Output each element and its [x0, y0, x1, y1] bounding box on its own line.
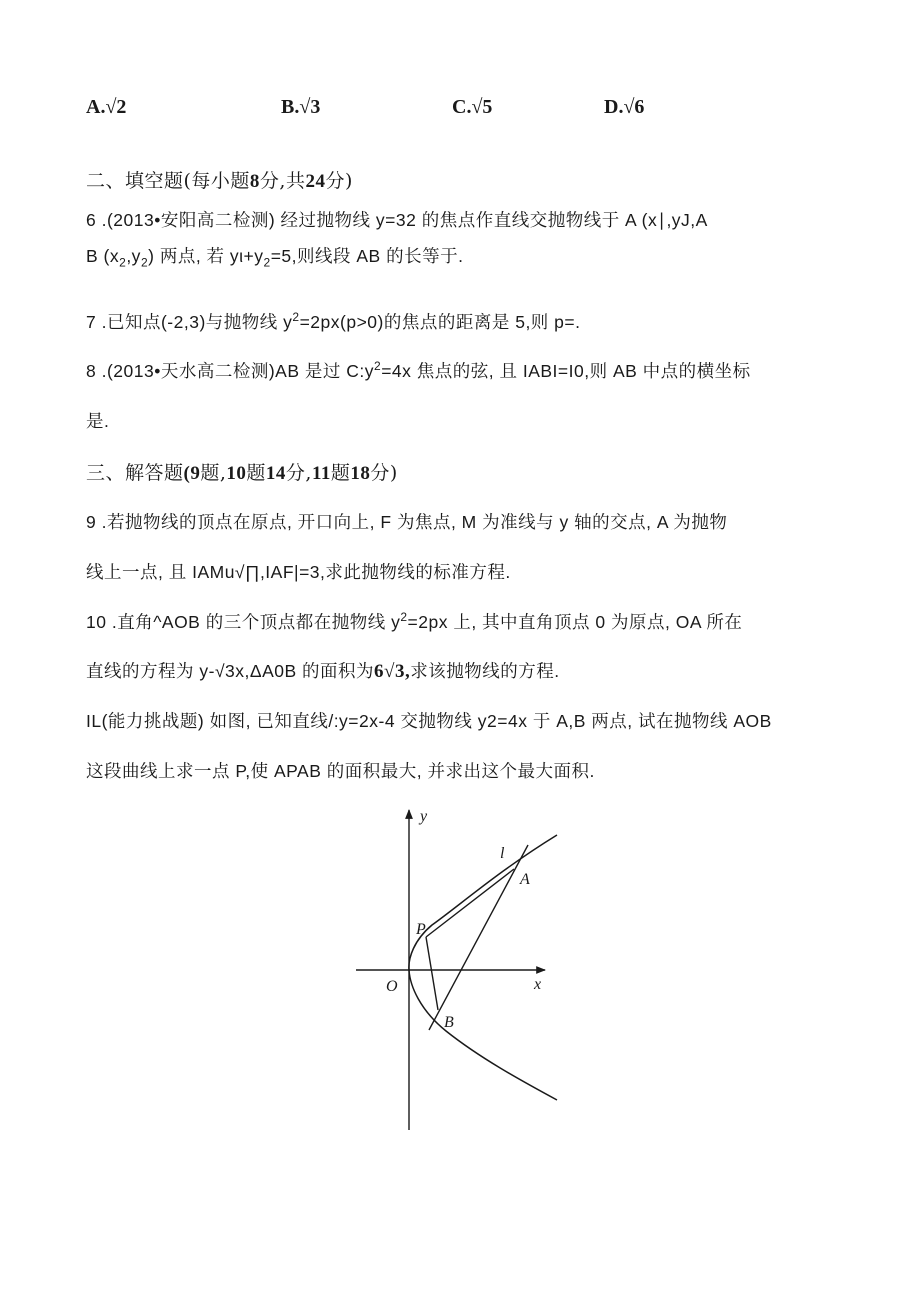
q8-line1 — [86, 358, 751, 383]
label-x: x — [534, 976, 542, 993]
q6-line1: 6 .(2013•安阳高二检测) 经过抛物线 y=32 的焦点作直线交抛物线于 A (x∣,yJ,A — [86, 210, 708, 230]
section2-count: 8 — [249, 171, 260, 192]
s3-b3: 14 — [265, 463, 286, 484]
section3-heading — [86, 458, 398, 485]
q6-l2-c: ) 两点, 若 yι+y — [148, 246, 264, 266]
choice-d: D.√6 — [604, 96, 645, 118]
q6-l2-sub1: 2 — [119, 255, 127, 270]
section2-mid: 分,共 — [259, 170, 306, 192]
q9-line1: 9 .若抛物线的顶点在原点, 开口向上, F 为焦点, M 为准线与 y 轴的交点, A 为抛物 — [86, 512, 728, 532]
section2-heading — [86, 166, 353, 193]
section2-total: 24 — [305, 171, 326, 192]
s3-b2: 10 — [226, 463, 247, 484]
q7-pre: 7 .已知点(-2,3)与抛物线 y — [86, 312, 293, 332]
s3-b1: (9 — [183, 463, 201, 484]
s3-pre: 三、解答题 — [86, 462, 184, 484]
q8-pre: 8 .(2013•天水高二检测)AB 是过 C:y — [86, 361, 374, 381]
q10-line1 — [86, 609, 742, 634]
section2-heading-text: 二、填空题(每小题 — [86, 170, 250, 192]
q6-l2-sub2: 2 — [140, 255, 149, 270]
q9-line2: 线上一点, 且 IAMu√∏,IAF|=3,求此抛物线的标准方程. — [86, 562, 511, 582]
choice-a: A.√2 — [86, 96, 127, 118]
q6-line2 — [86, 243, 463, 270]
s3-t2: 题 — [246, 462, 266, 484]
q10-l2-pre: 直线的方程为 y-√3x,ΔA0B 的面积为 — [86, 661, 375, 681]
label-a: A — [520, 871, 530, 888]
q11-line2: 这段曲线上求一点 P,使 APAB 的面积最大, 并求出这个最大面积. — [86, 761, 595, 781]
segment-pa — [426, 869, 514, 937]
q6-l2-d: =5,则线段 AB 的长等于. — [270, 246, 464, 266]
q7-line — [86, 309, 581, 334]
q11-line1: IL(能力挑战题) 如图, 已知直线/:y=2x-4 交抛物线 y2=4x 于 A,B 两点, 试在抛物线 AOB — [86, 711, 772, 731]
s3-t4: 题 — [330, 462, 351, 484]
q8-sup: 2 — [374, 359, 382, 374]
q8-post: =4x 焦点的弦, 且 IABI=I0,则 AB 中点的横坐标 — [381, 361, 751, 381]
q6-l2-a: B (x — [86, 246, 120, 266]
q6-l2-sub3: 2 — [263, 255, 271, 270]
section2-tail: 分) — [325, 170, 353, 192]
q10-l1-sup: 2 — [400, 610, 408, 625]
s3-t5: 分) — [370, 462, 398, 484]
segment-pb — [426, 937, 438, 1010]
label-y: y — [420, 808, 428, 825]
q6-l2-b: ,y — [126, 246, 141, 266]
q7-post: =2px(p>0)的焦点的距离是 5,则 p=. — [299, 312, 581, 332]
q10-l1-pre: 10 .直角^AOB 的三个顶点都在抛物线 y — [86, 612, 401, 632]
choice-b: B.√3 — [281, 96, 321, 118]
q10-l2-post: 求该抛物线的方程. — [410, 661, 560, 681]
label-l: l — [500, 845, 505, 862]
s3-t3: 分, — [285, 462, 312, 484]
q7-sup: 2 — [292, 310, 300, 325]
choice-c: C.√5 — [452, 96, 493, 118]
label-p: P — [416, 921, 426, 938]
line-l — [429, 845, 528, 1030]
label-o: O — [386, 978, 398, 995]
s3-t1: 题, — [200, 462, 227, 484]
q10-l2-bold: 6√3, — [374, 661, 411, 682]
q8-line2: 是. — [86, 411, 110, 431]
label-b: B — [444, 1014, 454, 1031]
q10-line2 — [86, 658, 560, 683]
parabola-figure — [350, 800, 560, 1135]
s3-b5: 18 — [350, 463, 371, 484]
q10-l1-post: =2px 上, 其中直角顶点 0 为原点, OA 所在 — [407, 612, 743, 632]
s3-b4: 11 — [311, 463, 331, 484]
